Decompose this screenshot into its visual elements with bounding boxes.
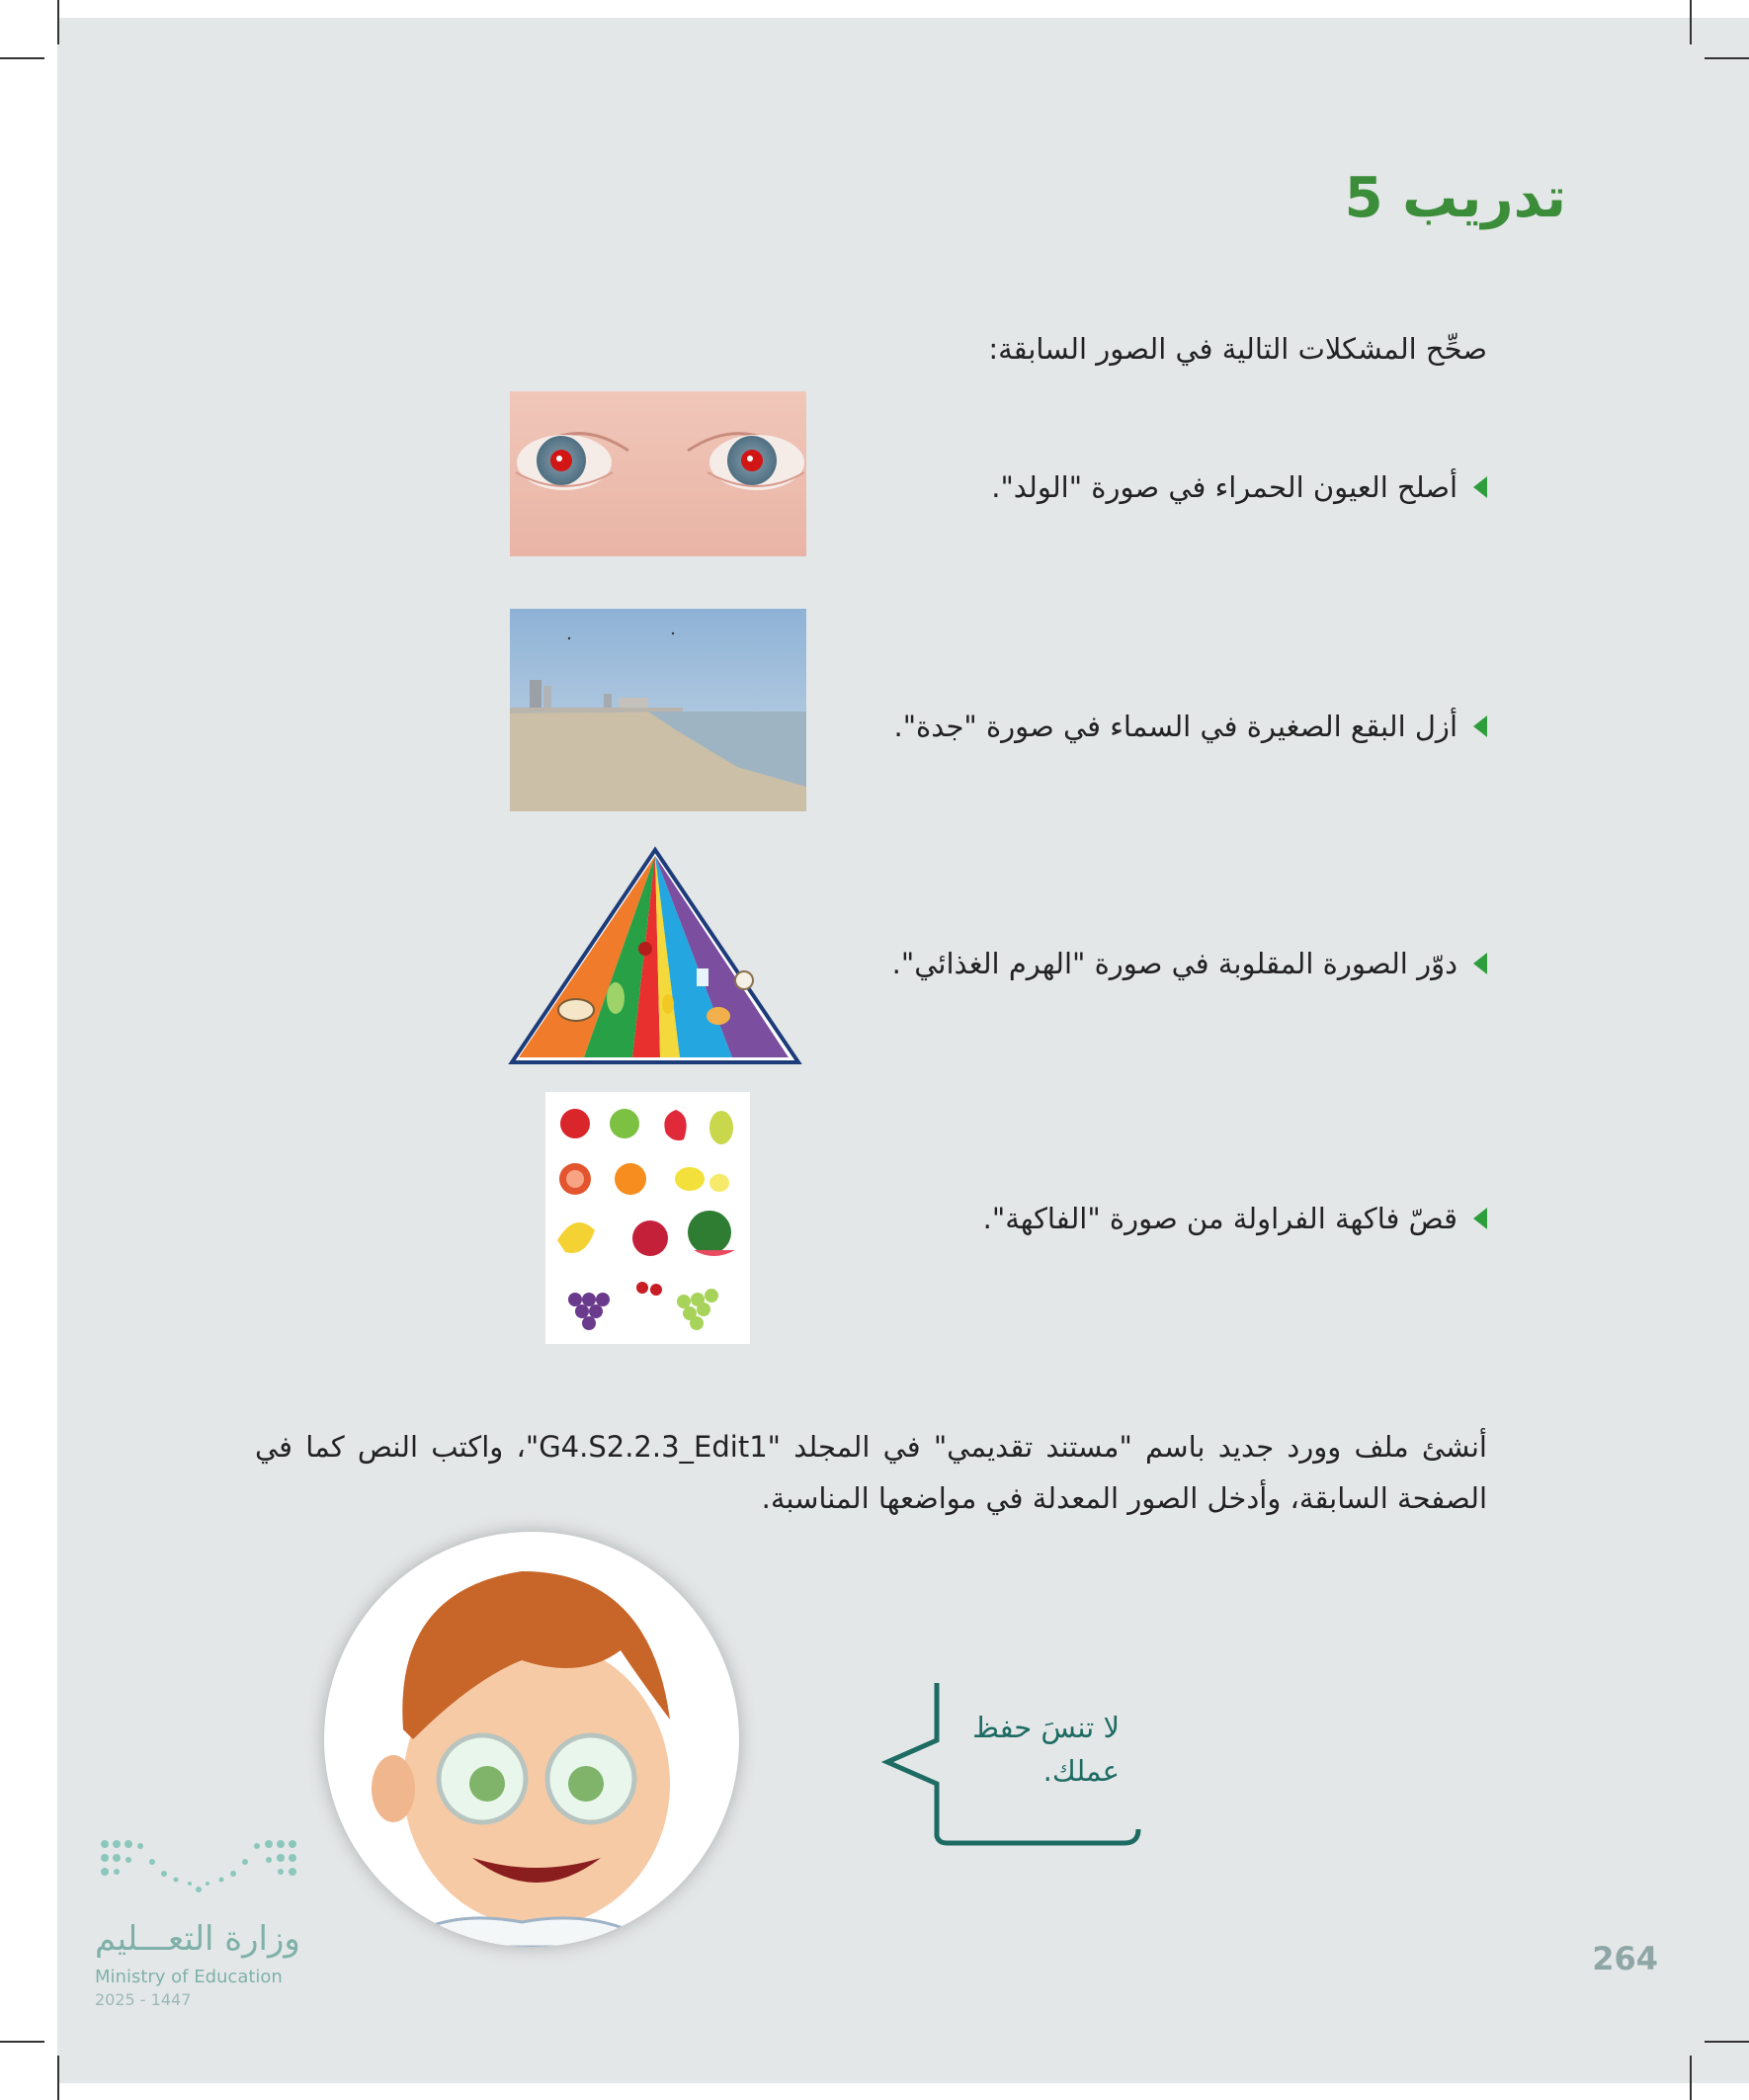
ministry-name-en: Ministry of Education bbox=[95, 1967, 283, 1987]
bubble-line: لا تنسَ حفظ bbox=[972, 1711, 1120, 1744]
page bbox=[57, 18, 1749, 2083]
ministry-logo-icon bbox=[95, 1834, 302, 1913]
task-item bbox=[892, 947, 1487, 980]
ministry-name-ar: وزارة التعـــليم bbox=[95, 1919, 300, 1959]
task-item bbox=[991, 470, 1487, 504]
bullet-arrow-icon bbox=[1473, 953, 1487, 974]
page-number: 264 bbox=[1592, 1940, 1658, 1977]
bullet-arrow-icon bbox=[1473, 715, 1487, 737]
crop-mark bbox=[0, 2041, 44, 2043]
boy-avatar bbox=[324, 1532, 739, 1947]
crop-mark bbox=[1705, 57, 1749, 59]
task-text: أزل البقع الصغيرة في السماء في صورة "جدة". bbox=[893, 710, 1458, 743]
bubble-line: عملك. bbox=[1042, 1754, 1120, 1788]
task-text: دوّر الصورة المقلوبة في صورة "الهرم الغذائي". bbox=[891, 947, 1458, 980]
ministry-year: 2025 - 1447 bbox=[95, 1990, 192, 2009]
bubble-text bbox=[947, 1706, 1120, 1793]
crop-mark bbox=[57, 2056, 59, 2100]
page-title: تدريب 5 bbox=[1344, 166, 1566, 230]
task-item bbox=[983, 1202, 1487, 1235]
task-text: قصّ فاكهة الفراولة من صورة "الفاكهة". bbox=[982, 1202, 1458, 1235]
red-eye-photo bbox=[510, 391, 806, 556]
crop-mark bbox=[1690, 2056, 1692, 2100]
bullet-arrow-icon bbox=[1473, 1208, 1487, 1229]
task-item bbox=[894, 710, 1488, 743]
crop-mark bbox=[0, 57, 44, 59]
bullet-arrow-icon bbox=[1473, 476, 1487, 498]
fruit-grid-image bbox=[545, 1092, 750, 1344]
crop-mark bbox=[1690, 0, 1692, 44]
beach-photo bbox=[510, 609, 806, 811]
crop-mark bbox=[1705, 2041, 1749, 2043]
food-pyramid-image bbox=[507, 840, 803, 1067]
instruction-paragraph: أنشئ ملف وورد جديد باسم "مستند تقديمي" في المجلد "G4.S2.2.3_Edit1"، واكتب النص كما في الصفحة السابقة، وأدخل الصور المعدلة في مواضعها المناسبة. bbox=[255, 1430, 1487, 1515]
crop-mark bbox=[57, 0, 59, 44]
intro-text: صحِّح المشكلات التالية في الصور السابقة: bbox=[988, 332, 1487, 366]
task-text: أصلح العيون الحمراء في صورة "الولد". bbox=[991, 470, 1458, 504]
